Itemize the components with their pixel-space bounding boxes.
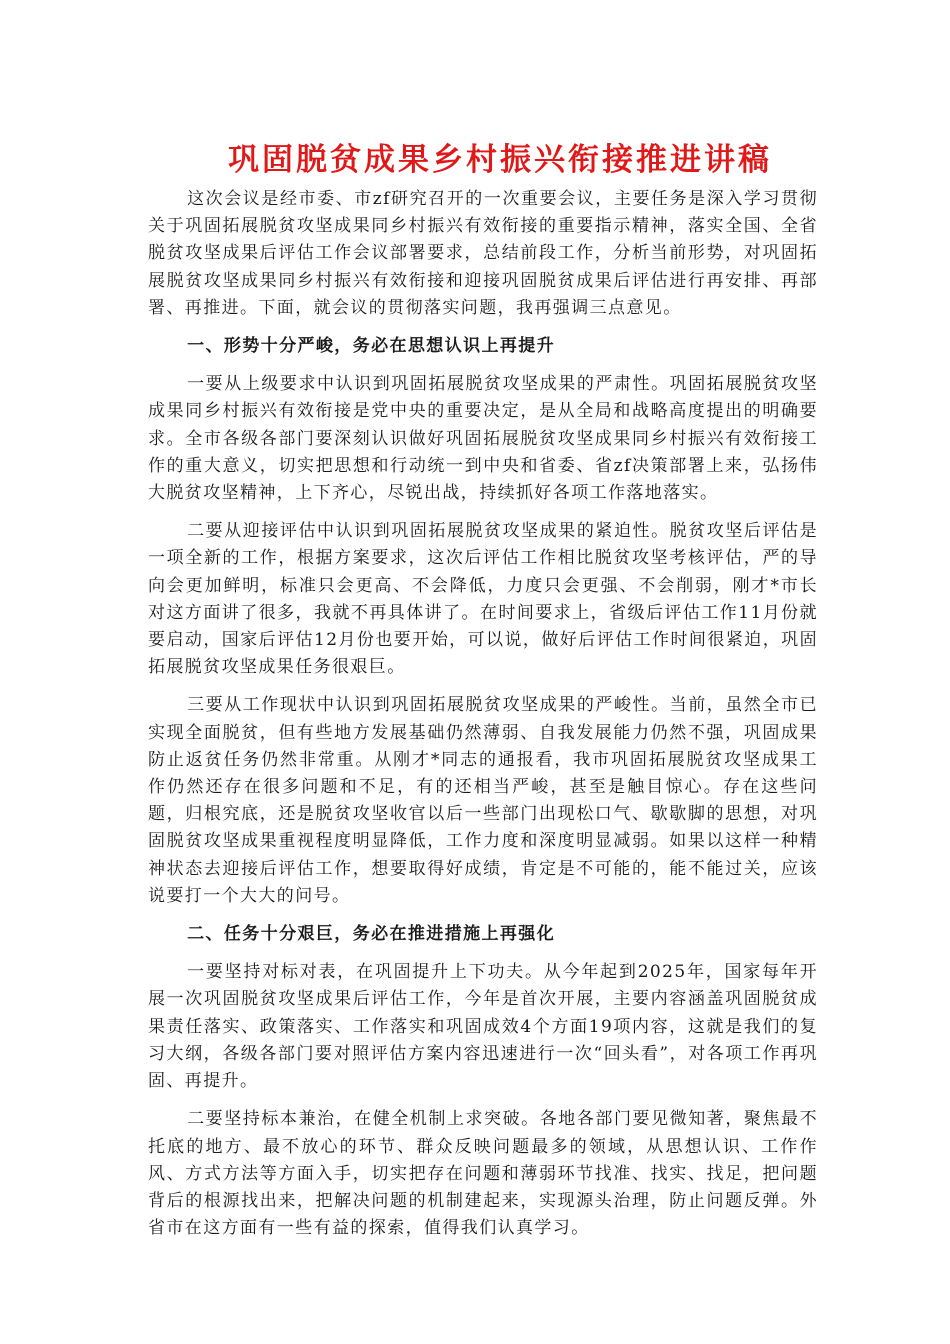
document-title: 巩固脱贫成果乡村振兴衔接推进讲稿: [228, 142, 772, 178]
document-body: [148, 186, 818, 1253]
body-paragraph: 一要从上级要求中认识到巩固拓展脱贫攻坚成果的严肃性。巩固拓展脱贫攻坚成果同乡村振兴有效衔接是党中央的重要决定，是从全局和战略高度提出的明确要求。全市各级各部门要深刻认识做好巩固拓展脱贫攻坚成果同乡村振兴有效衔接工作的重大意义，切实把思想和行动统一到中央和省委、省zf决策部署上来，弘扬伟大脱贫攻坚精神，上下齐心，尽锐出战，持续抓好各项工作落地落实。: [148, 374, 818, 504]
body-paragraph: 一要坚持对标对表，在巩固提升上下功夫。从今年起到2025年，国家每年开展一次巩固脱贫攻坚成果后评估工作，今年是首次开展，主要内容涵盖巩固脱贫成果责任落实、政策落实、工作落实和巩固成效4个方面19项内容，这就是我们的复习大纲，各级各部门要对照评估方案内容迅速进行一次“回头看”，对各项工作再巩固、再提升。: [148, 962, 818, 1092]
section-heading-1: 一、形势十分严峻，务必在思想认识上再提升: [187, 336, 556, 357]
body-paragraph: 二要从迎接评估中认识到巩固拓展脱贫攻坚成果的紧迫性。脱贫攻坚后评估是一项全新的工作，根据方案要求，这次后评估工作相比脱贫攻坚考核评估，严的导向会更加鲜明，标准只会更高、不会降低，力度只会更强、不会削弱，刚才*市长对这方面讲了很多，我就不再具体讲了。在时间要求上，省级后评估工作11月份就要启动，国家后评估12月份也要开始，可以说，做好后评估工作时间很紧迫，巩固拓展脱贫攻坚成果任务很艰巨。: [148, 521, 818, 678]
section-heading-2: 二、任务十分艰巨，务必在推进措施上再强化: [187, 924, 556, 945]
body-paragraph: 二要坚持标本兼治，在健全机制上求突破。各地各部门要见微知著，聚焦最不托底的地方、最不放心的环节、群众反映问题最多的领域，从思想认识、工作作风、方式方法等方面入手，切实把存在问题和薄弱环节找准、找实、找足，把问题背后的根源找出来，把解决问题的机制建起来，实现源头治理，防止问题反弹。外省市在这方面有一些有益的探索，值得我们认真学习。: [148, 1109, 818, 1239]
intro-paragraph: 这次会议是经市委、市zf研究召开的一次重要会议，主要任务是深入学习贯彻关于巩固拓展脱贫攻坚成果同乡村振兴有效衔接的重要指示精神，落实全国、全省脱贫攻坚成果后评估工作会议部署要求，总结前段工作，分析当前形势，对巩固拓展脱贫攻坚成果同乡村振兴有效衔接和迎接巩固脱贫成果后评估进行再安排、再部署、再推进。下面，就会议的贯彻落实问题，我再强调三点意见。: [148, 189, 818, 318]
body-paragraph: 三要从工作现状中认识到巩固拓展脱贫攻坚成果的严峻性。当前，虽然全市已实现全面脱贫，但有些地方发展基础仍然薄弱、自我发展能力仍然不强，巩固成果防止返贫任务仍然非常重。从刚才*同志的通报看，我市巩固拓展脱贫攻坚成果工作仍然还存在很多问题和不足，有的还相当严峻，甚至是触目惊心。存在这些问题，归根究底，还是脱贫攻坚收官以后一些部门出现松口气、歇歇脚的思想，对巩固脱贫攻坚成果重视程度明显降低，工作力度和深度明显减弱。如果以这样一种精神状态去迎接后评估工作，想要取得好成绩，肯定是不可能的，能不能过关，应该说要打一个大大的问号。: [148, 695, 818, 906]
